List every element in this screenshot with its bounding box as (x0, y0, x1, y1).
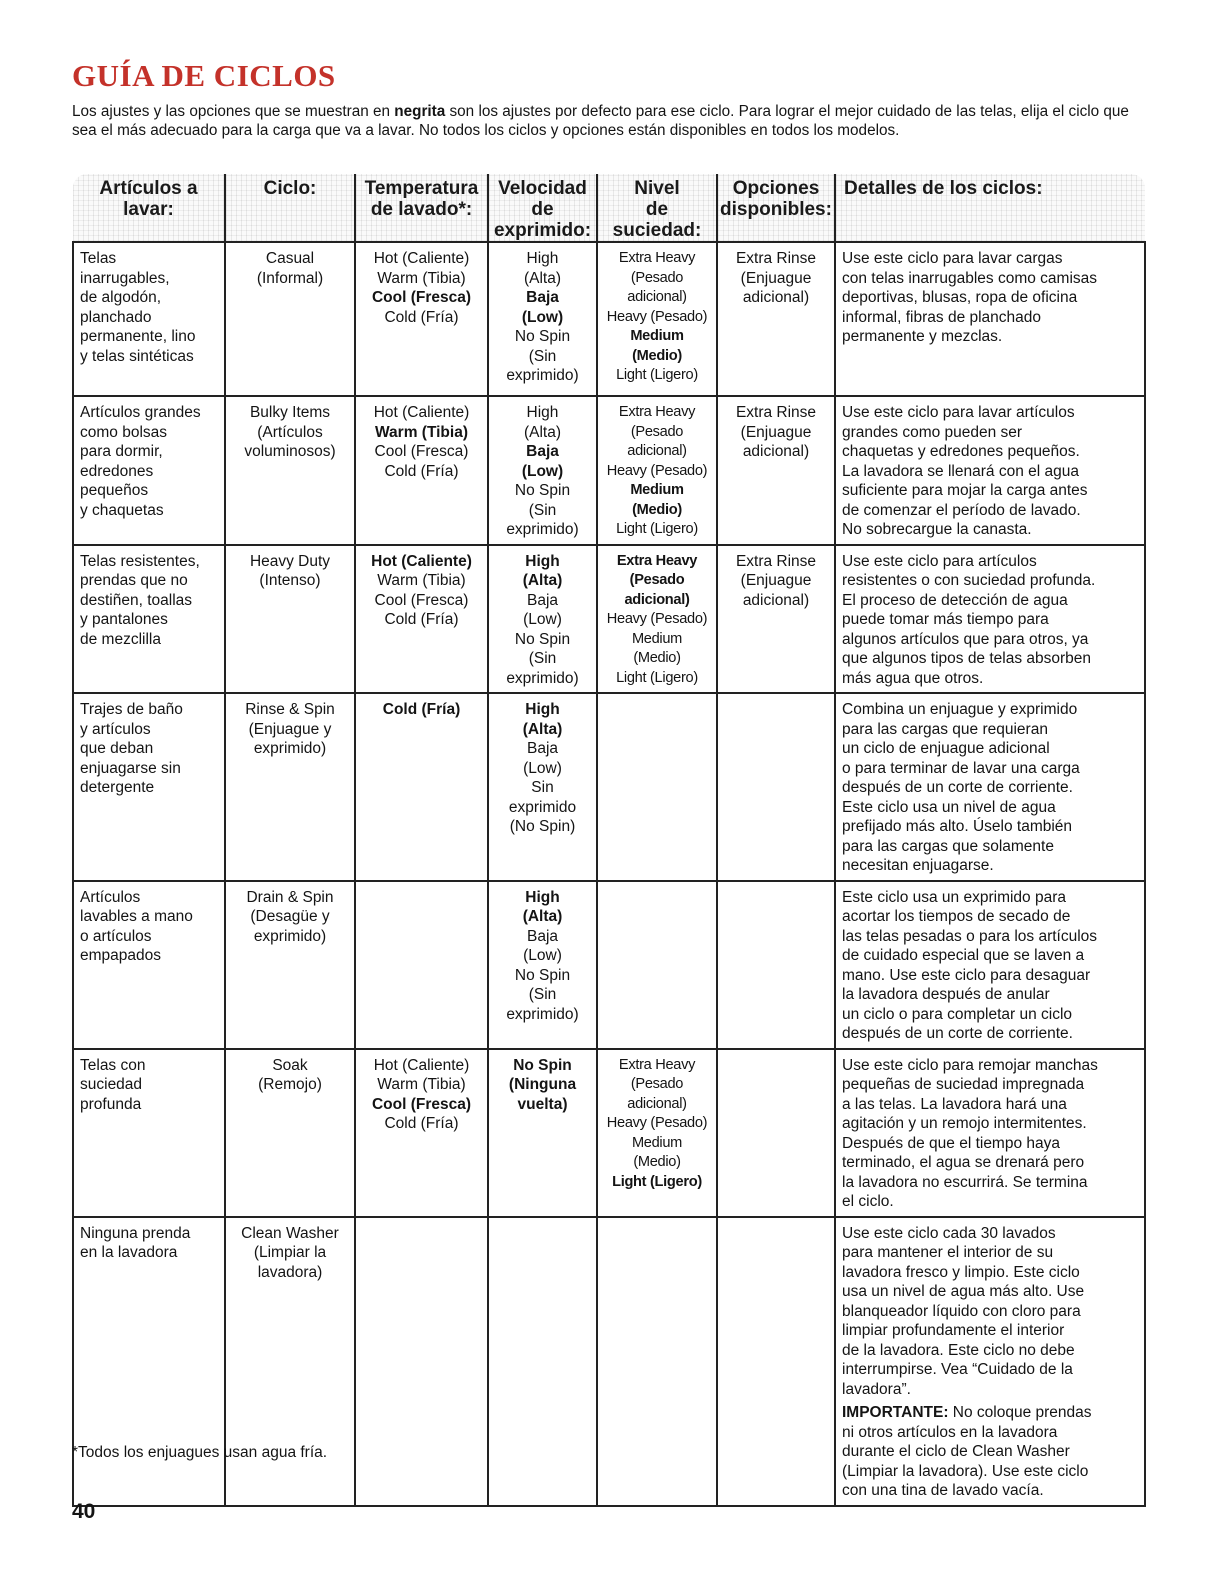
cell-line: interrumpirse. Vea “Cuidado de la (842, 1361, 1073, 1378)
intro-bold-word: negrita (394, 103, 446, 120)
cell-line: Casual (265, 250, 315, 267)
header-text: de lavado*: (370, 199, 473, 220)
cell-line: que algunos tipos de telas absorben (842, 650, 1092, 667)
cell-line: (Alta) (522, 720, 563, 738)
cell-line: exprimido) (506, 1005, 579, 1023)
header-text: exprimido: (493, 220, 592, 241)
cell-line: el ciclo. (842, 1193, 894, 1210)
header-details (835, 174, 1145, 242)
cell-line: (Sin (528, 501, 557, 519)
cell-line: Cold (Fría) (384, 308, 459, 326)
cell-line: Medium (631, 1134, 683, 1151)
cell-line: Cold (Fría) (382, 701, 461, 718)
cell-line: Light (Ligero) (616, 367, 698, 383)
cell-line: (Intenso) (259, 572, 321, 589)
header-text: Opciones (732, 178, 820, 199)
cell-line: Extra Rinse (735, 552, 817, 570)
important-text: (Limpiar la lavadora). Use este ciclo (842, 1462, 1089, 1480)
intro-text: Los ajustes y las opciones que se muestran en (72, 103, 395, 120)
cell-line: la lavadora después de anular (842, 986, 1050, 1003)
header-options (717, 174, 835, 242)
cell-line: (Enjuague y (248, 720, 332, 738)
footnote: *Todos los enjuagues usan agua fría. (72, 1444, 328, 1461)
cell-line: profunda (80, 1095, 142, 1113)
cell-line: Light (Ligero) (612, 1173, 702, 1190)
intro-paragraph (72, 102, 1152, 140)
cell-line: No sobrecargue la canasta. (842, 521, 1032, 538)
cell-line: acortar los tiempos de secado de (842, 908, 1071, 925)
cell-temperature (355, 242, 488, 396)
cell-line: La lavadora se llenará con el agua (842, 462, 1079, 480)
cell-line: Clean Washer (241, 1224, 339, 1242)
cell-line: mano. Use este ciclo para desaguar (842, 966, 1091, 984)
cell-line: Baja (526, 289, 559, 306)
cell-line: lavadora fresco y limpio. Este ciclo (842, 1263, 1080, 1281)
cell-options (717, 396, 835, 545)
cell-line: empapados (80, 947, 162, 964)
cell-line: blanqueador líquido con cloro para (842, 1302, 1081, 1320)
cell-line: la lavadora no escurrirá. Se termina (842, 1173, 1088, 1191)
cell-options (717, 1049, 835, 1217)
cell-line: lavables a mano (80, 908, 193, 925)
cell-line: High (525, 701, 560, 718)
cell-line: exprimido) (506, 521, 579, 538)
cell-temperature (355, 545, 488, 694)
cycle-guide-table (72, 174, 1146, 1507)
cell-line: (Pesado (630, 269, 684, 286)
cell-line: (No Spin) (509, 818, 576, 835)
cell-options (717, 881, 835, 1049)
cell-line: (Medio) (632, 501, 682, 518)
table-row (73, 545, 1145, 694)
table-row (73, 1049, 1145, 1217)
cell-soil-level (597, 396, 717, 545)
cell-line: Warm (Tibia) (377, 269, 466, 287)
cell-line: (Medio) (633, 650, 681, 666)
cell-spin-speed (488, 242, 597, 396)
cell-soil-level (597, 242, 717, 396)
cell-line: Cool (Fresca) (371, 1095, 472, 1113)
cell-line: (Low) (521, 462, 564, 480)
cell-line: Hot (Caliente) (373, 404, 470, 421)
cell-line: Rinse & Spin (245, 701, 335, 718)
cell-line: de cuidado especial que se laven a (842, 947, 1085, 964)
cell-line: edredones (80, 462, 154, 480)
cell-line: Warm (Tibia) (374, 423, 468, 441)
cell-line: o para terminar de lavar una carga (842, 759, 1080, 777)
cell-cycle (225, 545, 355, 694)
cell-line: lavadora) (257, 1263, 323, 1281)
cell-line: a las telas. La lavadora hará una (842, 1095, 1067, 1113)
cell-line: Hot (Caliente) (371, 552, 472, 570)
cell-items (73, 1049, 225, 1217)
header-cycle (225, 174, 355, 242)
cell-line: Extra Heavy (618, 250, 696, 266)
cell-line: Warm (Tibia) (377, 1076, 466, 1093)
important-line (842, 1403, 1141, 1423)
cell-line: para las cargas que solamente (842, 837, 1054, 855)
cell-line: (Sin (528, 347, 557, 365)
header-text: de (531, 199, 554, 220)
cell-options (717, 693, 835, 881)
cell-spin-speed (488, 693, 597, 881)
cell-line: (Pesado (630, 423, 684, 440)
cell-line: y artículos (80, 720, 151, 738)
cell-line: No Spin (514, 966, 571, 984)
cell-line: y pantalones (80, 611, 168, 628)
cell-details (835, 1049, 1145, 1217)
cell-items (73, 396, 225, 545)
cell-temperature (355, 693, 488, 881)
cell-temperature (355, 396, 488, 545)
cell-line: vuelta) (517, 1095, 568, 1113)
header-text: Temperatura (364, 178, 479, 199)
cell-line: adicional) (624, 591, 690, 608)
cell-line: planchado (80, 308, 152, 326)
header-temperature (355, 174, 488, 242)
table-header-row (73, 174, 1145, 242)
cell-line: Baja (526, 740, 559, 757)
cell-line: informal, fibras de planchado (842, 308, 1042, 326)
cell-spin-speed (488, 1217, 597, 1506)
cell-temperature (355, 1049, 488, 1217)
cell-line: (Sin (528, 650, 557, 667)
cell-line: (Enjuague (740, 423, 812, 441)
cell-line: (Remojo) (258, 1076, 322, 1093)
cell-line: Heavy Duty (249, 552, 331, 570)
important-text: durante el ciclo de Clean Washer (842, 1443, 1070, 1460)
header-text: lavar: (123, 199, 174, 220)
cell-line: High (525, 888, 560, 906)
cell-line: que deban (80, 740, 154, 757)
header-text: disponibles: (720, 199, 832, 220)
cell-options (717, 242, 835, 396)
cell-line: (Sin (528, 986, 557, 1003)
cell-temperature (355, 1217, 488, 1506)
cell-line: Baja (526, 443, 559, 460)
cell-line: Heavy (Pesado) (606, 1115, 708, 1131)
cell-line: Telas (80, 250, 117, 267)
cell-line: pequeños (80, 482, 149, 499)
cell-line: adicional) (742, 289, 810, 306)
cell-line: Heavy (Pesado) (606, 462, 708, 479)
cell-line: enjuagarse sin (80, 759, 181, 777)
cell-line: después de un corte de corriente. (842, 779, 1073, 796)
cell-line: Cool (Fresca) (374, 591, 469, 609)
cell-line: prefijado más alto. Úselo también (842, 818, 1073, 835)
cell-line: (Low) (523, 611, 562, 628)
cell-line: Cold (Fría) (384, 1115, 459, 1132)
cell-line: Medium (630, 328, 684, 344)
header-text: de (645, 199, 669, 220)
cell-line: Use este ciclo para artículos (842, 552, 1037, 570)
cell-line: para dormir, (80, 443, 163, 460)
cell-line: Extra Heavy (618, 1056, 696, 1073)
header-items (73, 174, 225, 242)
cell-line: (Low) (521, 308, 564, 326)
header-soil-level (597, 174, 717, 242)
cell-line: High (525, 552, 560, 570)
cell-line: deportivas, blusas, ropa de oficina (842, 289, 1078, 306)
cell-line: Este ciclo usa un nivel de agua (842, 798, 1056, 816)
cell-details (835, 242, 1145, 396)
cell-line: (Ninguna (508, 1076, 577, 1093)
cell-line: necesitan enjuagarse. (842, 857, 994, 874)
table-row (73, 396, 1145, 545)
page-title: GUÍA DE CICLOS (72, 58, 336, 93)
cell-line: Bulky Items (249, 404, 331, 421)
cell-line: en la lavadora (80, 1244, 178, 1261)
cell-soil-level (597, 881, 717, 1049)
cell-line: (Low) (523, 947, 562, 964)
cell-line: voluminosos) (244, 443, 336, 460)
cell-details (835, 396, 1145, 545)
cell-line: suficiente para mojar la carga antes (842, 482, 1088, 499)
important-line (842, 1423, 1141, 1443)
cell-line: Warm (Tibia) (377, 572, 466, 589)
cell-line: usa un nivel de agua más alto. Use (842, 1283, 1085, 1300)
cell-line: de comenzar el período de lavado. (842, 501, 1081, 519)
cell-line: un ciclo o para completar un ciclo (842, 1005, 1073, 1023)
cell-spin-speed (488, 881, 597, 1049)
cell-line: (Alta) (523, 269, 562, 287)
cell-line: de algodón, (80, 289, 162, 306)
cell-line: Después de que el tiempo haya (842, 1134, 1061, 1152)
cell-line: Light (Ligero) (616, 669, 698, 686)
cell-line: Sin (531, 779, 554, 796)
header-text: Nivel (634, 178, 680, 199)
cell-items (73, 693, 225, 881)
cell-line: exprimido) (506, 669, 579, 687)
cell-line: Artículos (80, 888, 141, 906)
cell-line: adicional) (742, 443, 810, 460)
cell-line: No Spin (514, 328, 571, 345)
cell-line: exprimido) (253, 740, 327, 757)
cell-line: Light (Ligero) (616, 521, 698, 537)
cell-line: Use este ciclo para lavar cargas (842, 250, 1063, 267)
cell-line: y telas sintéticas (80, 347, 194, 365)
header-spin-speed (488, 174, 597, 242)
table-row (73, 1217, 1145, 1506)
cell-line: después de un corte de corriente. (842, 1025, 1073, 1042)
cell-line: para las cargas que requieran (842, 720, 1048, 738)
important-note (842, 1403, 1141, 1501)
cell-items (73, 1217, 225, 1506)
cell-line: (Informal) (256, 269, 324, 287)
cell-options (717, 545, 835, 694)
cell-line: (Alta) (522, 908, 563, 925)
cell-line: Combina un enjuague y exprimido (842, 701, 1078, 718)
cell-line: High (526, 404, 559, 421)
cell-line: Medium (631, 630, 683, 647)
cell-spin-speed (488, 396, 597, 545)
cell-details (835, 545, 1145, 694)
header-text: Artículos a (99, 178, 198, 199)
cell-line: exprimido (508, 798, 577, 816)
header-text: Detalles de los ciclos: (844, 178, 1043, 199)
cell-line: (Artículos (257, 423, 323, 441)
cell-line: (Low) (523, 759, 562, 777)
cell-line: inarrugables, (80, 269, 170, 287)
cell-items (73, 881, 225, 1049)
important-text: ni otros artículos en la lavadora (842, 1423, 1058, 1441)
cell-line: Este ciclo usa un exprimido para (842, 888, 1067, 906)
cell-line: limpiar profundamente el interior (842, 1322, 1065, 1339)
table-row (73, 693, 1145, 881)
cell-line: Use este ciclo para lavar artículos (842, 404, 1075, 421)
cell-line: Extra Heavy (616, 552, 698, 569)
cell-line: Extra Rinse (735, 250, 817, 267)
cell-line: para mantener el interior de su (842, 1244, 1054, 1261)
cell-line: detergente (80, 779, 155, 796)
cell-line: lavadora”. (842, 1380, 911, 1398)
cell-cycle (225, 693, 355, 881)
cell-options (717, 1217, 835, 1506)
cell-cycle (225, 396, 355, 545)
cell-items (73, 545, 225, 694)
cell-line: Cold (Fría) (384, 611, 459, 628)
cell-cycle (225, 1049, 355, 1217)
cell-line: adicional) (627, 289, 687, 305)
cell-line: (Medio) (633, 1154, 681, 1170)
cell-line: y chaquetas (80, 501, 164, 519)
cell-line: (Medio) (632, 347, 682, 364)
intro-text: son los ajustes por defecto para ese ciclo. Para lograr el mejor cuidado de las telas, elija el ciclo que sea el más adecuado para la carga que va a lavar. No todos los ciclos y opciones están disponibles en todos los modelos. (72, 103, 1129, 139)
cell-line: adicional) (627, 1095, 687, 1112)
cell-line: Artículos grandes (80, 404, 201, 421)
cell-line: Telas con (80, 1056, 146, 1074)
important-label: IMPORTANTE: (842, 1404, 949, 1421)
cell-line: Hot (Caliente) (373, 250, 470, 267)
cell-cycle (225, 242, 355, 396)
cell-line: o artículos (80, 927, 152, 945)
header-text: Velocidad (498, 178, 587, 199)
cell-line: Ninguna prenda (80, 1224, 191, 1242)
cell-details (835, 693, 1145, 881)
cell-line: suciedad (80, 1076, 143, 1093)
cell-line: (Limpiar la (253, 1244, 327, 1261)
cell-line: (Pesado (630, 1076, 684, 1092)
cell-items (73, 242, 225, 396)
cell-line: (Pesado (629, 572, 685, 588)
cell-line: Cool (Fresca) (374, 443, 469, 460)
cell-line: prendas que no (80, 572, 188, 589)
cell-spin-speed (488, 545, 597, 694)
cell-cycle (225, 881, 355, 1049)
cell-line: chaquetas y edredones pequeños. (842, 443, 1080, 460)
cell-line: más agua que otros. (842, 669, 984, 687)
important-text: No coloque prendas (952, 1404, 1092, 1421)
cell-line: de la lavadora. Este ciclo no debe (842, 1341, 1075, 1359)
cell-line: exprimido) (253, 927, 327, 945)
cell-details (835, 1217, 1145, 1506)
cell-soil-level (597, 1217, 717, 1506)
cell-line: Baja (526, 591, 559, 609)
cell-temperature (355, 881, 488, 1049)
cell-line: destiñen, toallas (80, 591, 193, 609)
cell-line: Cool (Fresca) (371, 289, 472, 306)
cell-line: adicional) (627, 443, 687, 459)
header-text: suciedad: (612, 220, 702, 241)
cell-line: un ciclo de enjuague adicional (842, 740, 1050, 757)
header-text: Ciclo: (263, 178, 317, 199)
important-line (842, 1481, 1141, 1501)
cycle-guide-table-container (72, 174, 1144, 1507)
cell-line: Trajes de baño (80, 701, 183, 718)
cell-line: Hot (Caliente) (373, 1056, 470, 1074)
cell-line: grandes como pueden ser (842, 423, 1023, 441)
cell-line: Drain & Spin (246, 888, 334, 906)
table-body (73, 242, 1145, 1506)
cell-soil-level (597, 545, 717, 694)
cell-line: con telas inarrugables como camisas (842, 269, 1098, 287)
cell-line: No Spin (513, 1056, 572, 1074)
cell-cycle (225, 1217, 355, 1506)
cell-line: No Spin (514, 482, 571, 499)
cell-line: permanente, lino (80, 328, 196, 345)
cell-line: adicional) (742, 591, 810, 609)
cell-line: El proceso de detección de agua (842, 591, 1068, 609)
cell-line: Telas resistentes, (80, 552, 200, 570)
table-row (73, 242, 1145, 396)
table-row (73, 881, 1145, 1049)
cell-line: Medium (630, 482, 684, 498)
important-line (842, 1462, 1141, 1482)
cell-line: High (526, 250, 559, 267)
cell-line: Extra Heavy (618, 404, 696, 420)
cell-line: (Alta) (522, 572, 563, 589)
cell-line: pequeñas de suciedad impregnada (842, 1076, 1085, 1093)
cell-line: terminado, el agua se drenará pero (842, 1154, 1085, 1171)
cell-line: Baja (526, 927, 559, 945)
cell-line: Cold (Fría) (384, 462, 459, 480)
cell-line: Use este ciclo para remojar manchas (842, 1056, 1098, 1074)
cell-line: Heavy (Pesado) (606, 611, 708, 627)
cell-line: Extra Rinse (735, 404, 817, 421)
cell-line: Heavy (Pesado) (606, 308, 708, 325)
cell-soil-level (597, 1049, 717, 1217)
cell-line: de mezclilla (80, 630, 161, 648)
cell-spin-speed (488, 1049, 597, 1217)
cell-soil-level (597, 693, 717, 881)
cell-line: como bolsas (80, 423, 168, 441)
cell-line: No Spin (514, 630, 571, 648)
cell-line: (Alta) (523, 423, 562, 441)
cell-line: Soak (272, 1056, 308, 1074)
cell-line: exprimido) (506, 367, 579, 384)
cell-line: algunos artículos que para otros, ya (842, 630, 1089, 648)
cell-details (835, 881, 1145, 1049)
cell-line: (Desagüe y (250, 908, 330, 925)
cell-line: resistentes o con suciedad profunda. (842, 572, 1096, 589)
cell-line: (Enjuague (740, 269, 812, 287)
important-text: con una tina de lavado vacía. (842, 1482, 1044, 1499)
cell-line: (Enjuague (740, 572, 812, 589)
cell-line: puede tomar más tiempo para (842, 611, 1049, 628)
cell-line: permanente y mezclas. (842, 328, 1003, 345)
cell-line: agitación y un remojo intermitentes. (842, 1115, 1087, 1132)
important-line (842, 1442, 1141, 1462)
cell-line: las telas pesadas o para los artículos (842, 927, 1098, 945)
page-number: 40 (72, 1500, 96, 1523)
cell-line: Use este ciclo cada 30 lavados (842, 1224, 1056, 1242)
